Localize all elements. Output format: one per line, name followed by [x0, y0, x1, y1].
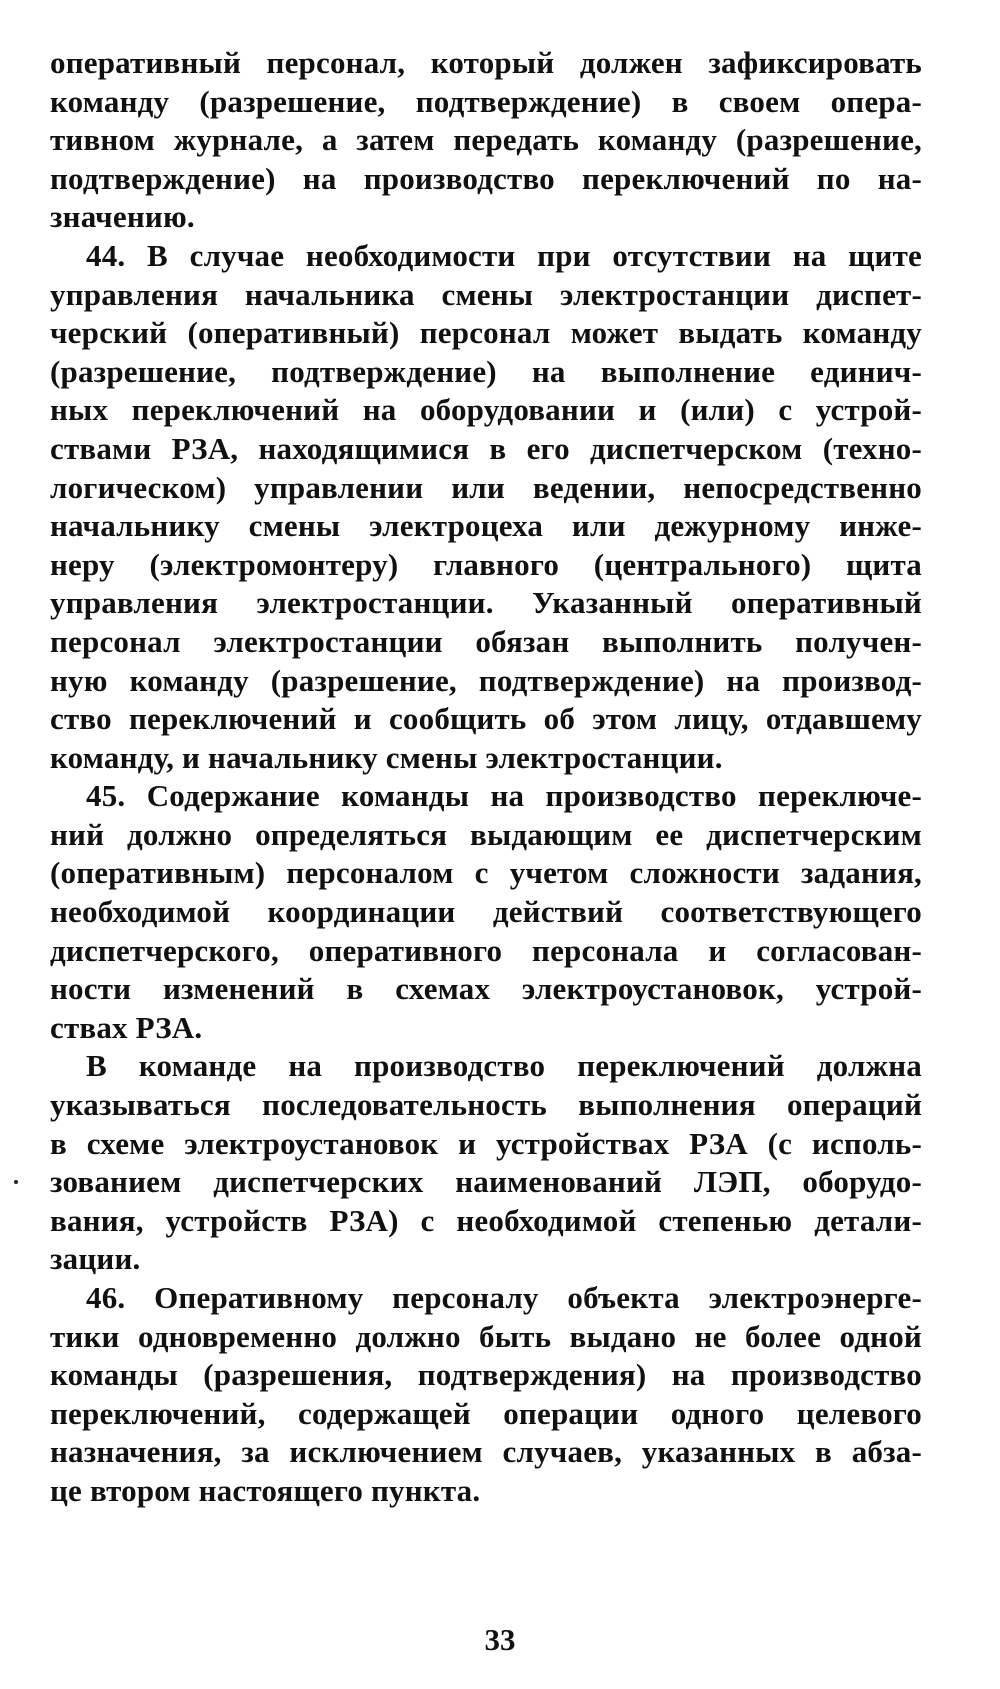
text-line: 45. Содержание команды на производство переключе- [86, 778, 922, 814]
text-line: ствах РЗА. [50, 1009, 203, 1045]
text-line: ных переключений на оборудовании и (или) с устрой- [50, 392, 922, 428]
paragraph-continuation [50, 44, 922, 237]
text-line: 46. Оперативному персоналу объекта электроэнерге- [86, 1280, 922, 1315]
text-line: (разрешение, подтверждение) на выполнение единич- [50, 353, 922, 389]
text-line: тивном журнале, а затем передать команду (разрешение, [50, 122, 922, 158]
text-line: назначения, за исключением случаев, указанных в абза- [50, 1434, 922, 1470]
text-line: управления начальника смены электростанции диспет- [50, 276, 922, 312]
text-line: зованием диспетчерских наименований ЛЭП, оборудо- [50, 1164, 922, 1200]
text-line: подтверждение) на производство переключений по на- [50, 160, 922, 196]
page-number: 33 [484, 1622, 516, 1657]
text-line: необходимой координации действий соответствующего [50, 894, 922, 930]
text-line: В команде на производство переключений должна [86, 1048, 922, 1084]
text-line: черский (оперативный) персонал может выдать команду [50, 315, 922, 351]
text-line: ности изменений в схемах электроустановок, устрой- [50, 971, 922, 1007]
text-line: начальнику смены электроцеха или дежурному инже- [50, 508, 922, 544]
paragraph-45 [50, 777, 922, 1047]
text-line: управления электростанции. Указанный оперативный [50, 585, 922, 621]
text-line: вания, устройств РЗА) с необходимой степенью детали- [50, 1202, 922, 1238]
text-line: ную команду (разрешение, подтверждение) на производ- [50, 662, 922, 698]
margin-mark [14, 1180, 18, 1184]
text-line: команду (разрешение, подтверждение) в своем опера- [50, 83, 922, 119]
paragraph-45-continued [50, 1047, 922, 1279]
paragraph-44 [50, 237, 922, 777]
text-line: (оперативным) персоналом с учетом сложности задания, [50, 855, 922, 891]
text-line: значению. [50, 199, 195, 235]
text-line: ствами РЗА, находящимися в его диспетчерском (техно- [50, 430, 922, 466]
text-line: команды (разрешения, подтверждения) на производство [50, 1357, 922, 1393]
text-line: це втором настоящего пункта. [50, 1472, 481, 1508]
text-line: команду, и начальнику смены электростанции. [50, 739, 723, 775]
text-line: логическом) управлении или ведении, непосредственно [50, 469, 922, 505]
text-line: персонал электростанции обязан выполнить получен- [50, 623, 922, 659]
text-line: 44. В случае необходимости при отсутствии на щите [86, 237, 922, 273]
paragraph-46 [50, 1279, 922, 1511]
text-line: зации. [50, 1241, 141, 1277]
text-line: неру (электромонтеру) главного (центрального) щита [50, 546, 922, 582]
text-line: диспетчерского, оперативного персонала и согласован- [50, 932, 922, 968]
text-line: указываться последовательность выполнения операций [50, 1087, 922, 1123]
text-line: ний должно определяться выдающим ее диспетчерским [50, 816, 922, 852]
text-line: в схеме электроустановок и устройствах РЗА (с исполь- [50, 1125, 922, 1161]
text-line: переключений, содержащей операции одного целевого [50, 1395, 922, 1431]
text-line: тики одновременно должно быть выдано не более одной [50, 1318, 922, 1354]
body-text [50, 44, 922, 1511]
text-line: оперативный персонал, который должен зафиксировать [50, 45, 922, 80]
text-line: ство переключений и сообщить об этом лицу, отдавшему [50, 701, 922, 737]
